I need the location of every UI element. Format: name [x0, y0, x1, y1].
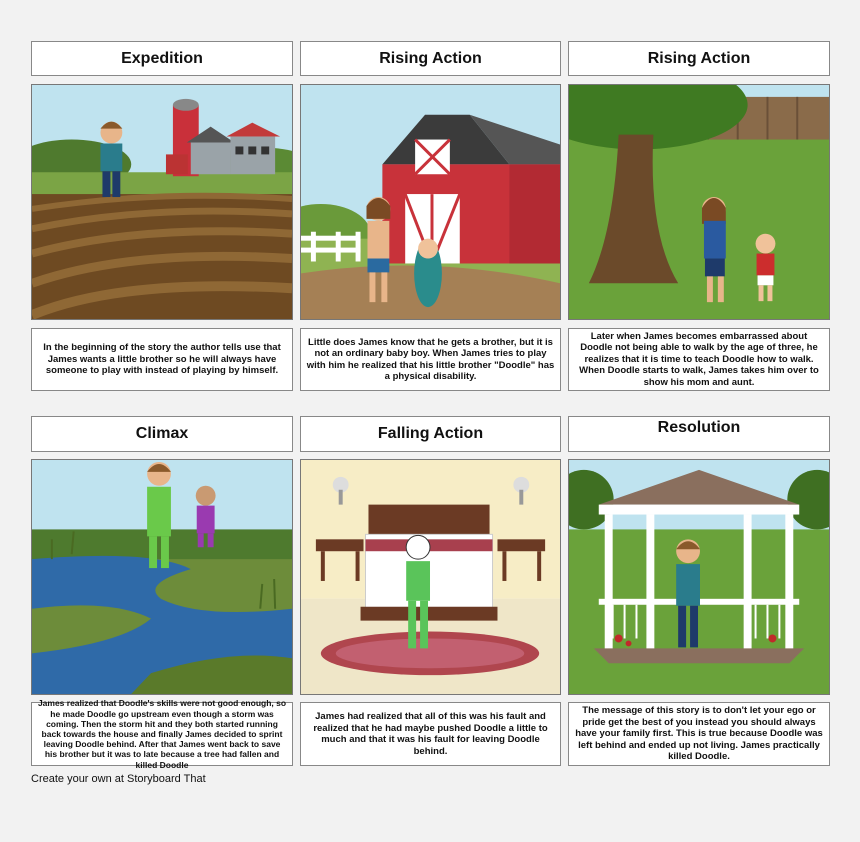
panel-4-scene-river: [31, 459, 293, 695]
panel-4-title: Climax: [31, 416, 293, 452]
panel-6-scene-gazebo: [568, 459, 830, 695]
panel-3-scene-tree-yard: [568, 84, 830, 320]
panel-2-caption: Little does James know that he gets a brother, but it is not an ordinary baby boy. When James tries to play with him he realized that his little brother "Doodle" has a physical disability.: [300, 328, 561, 391]
panel-5-caption: James had realized that all of this was his fault and realized that he had maybe pushed Doodle a little to much and that it was his fault for leaving Doodle behind.: [300, 702, 561, 766]
panel-6-title: Resolution: [568, 416, 830, 452]
panel-2-title: Rising Action: [300, 41, 561, 76]
panel-5-scene-bedroom: [300, 459, 561, 695]
panel-1-caption: In the beginning of the story the author tells use that James wants a little brother so he will always have someone to play with instead of playing by himself.: [31, 328, 293, 391]
panel-2-scene-barn: [300, 84, 561, 320]
panel-6-caption: The message of this story is to don't let your ego or pride get the best of you instead you should always have your family first. This is true because Doodle was left behind and ended up not living. James practically killed Doodle.: [568, 702, 830, 766]
panel-5-title: Falling Action: [300, 416, 561, 452]
storyboard-that-footer-link[interactable]: Create your own at Storyboard That: [31, 773, 206, 785]
panel-3-title: Rising Action: [568, 41, 830, 76]
panel-3-caption: Later when James becomes embarrassed about Doodle not being able to walk by the age of three, he realizes that it is time to teach Doodle how to walk. When Doodle starts to walk, James takes him over to show his mom and aunt.: [568, 328, 830, 391]
panel-4-caption: James realized that Doodle's skills were not good enough, so he made Doodle go upstream even though a storm was coming. Then the storm hit and they both started running back towards the house and finally James decided to sprint leaving Doodle behind. After that James went back to save his brother but it was to late because a tree had fallen and killed Doodle: [31, 702, 293, 766]
panel-1-title: Expedition: [31, 41, 293, 76]
panel-1-scene-farm-field: [31, 84, 293, 320]
